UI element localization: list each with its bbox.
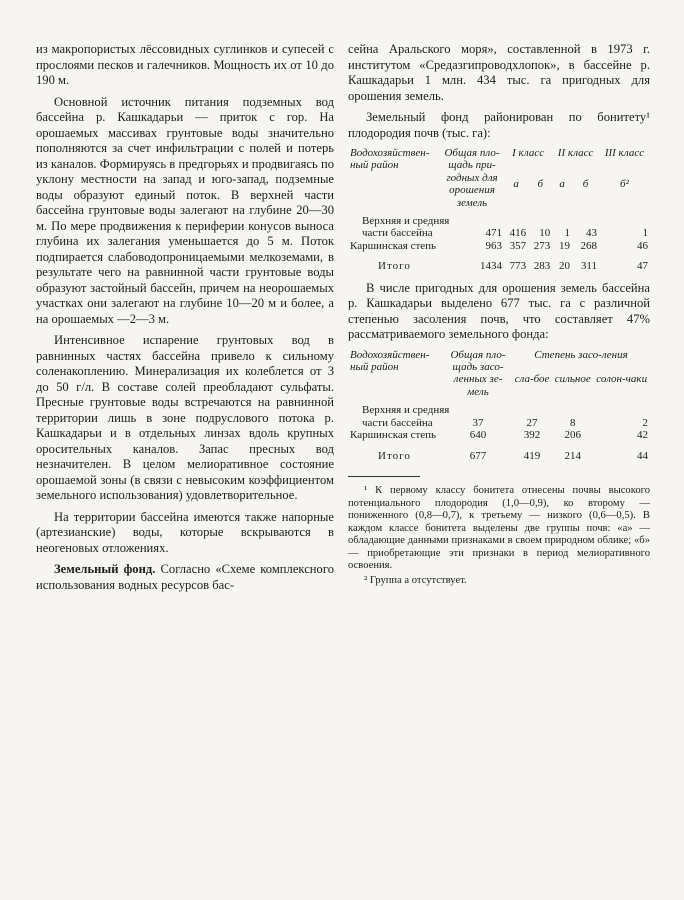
row-name: части бассейна xyxy=(362,416,433,429)
cell: 392 xyxy=(523,429,541,442)
cell: 283 xyxy=(533,260,551,273)
cell: 311 xyxy=(580,260,597,273)
col-header-area: Общая пло-щадь засо-ленных зе-мель xyxy=(450,348,506,398)
salinity-table xyxy=(348,349,650,462)
footnote-1: ¹ К первому классу бонитета отнесены почвы высокого потенциального плодородия (1,0—0,9), ко второму — пониженного (0,8—0,7), к третьему — низкого (0,6—0,5). В каждом классе бонитета выделены две группы почв: «а» — обладающие данными признаками в своем природном облике; «б» — приобретающие эти признаки в период мелиоративного освоения. xyxy=(348,484,650,572)
cell: 1 xyxy=(564,227,570,240)
cell: 44 xyxy=(637,449,648,462)
col-header-area: Общая пло-щадь при-годных для орошения земель xyxy=(444,147,500,209)
table-row xyxy=(348,398,650,416)
sub-header-strong: сильное xyxy=(554,373,591,386)
row-name: Итого xyxy=(378,449,411,462)
sub-header-weak: сла-бое xyxy=(514,373,550,386)
paragraph-text: Согласно «Схеме комплексного использования водных ресурсов бас- xyxy=(36,562,334,592)
cell: 10 xyxy=(539,227,551,240)
table-row xyxy=(348,429,650,441)
cell: 2 xyxy=(642,416,648,429)
col-header-class1: I класс xyxy=(512,147,545,159)
col-header-region: Водохозяйствен-ный район xyxy=(350,348,430,374)
cell: 43 xyxy=(585,227,597,240)
row-name: Каршинская степь xyxy=(350,239,437,252)
cell: 357 xyxy=(509,239,527,252)
paragraph: Основной источник питания подземных вод бассейна р. Кашкадарьи — приток с гор. На орошаемых массивах грунтовые воды значительно пополняются за счет инфильтрации с полей и потерь из каналов. Формируясь в предгорьях и продвигаясь по уклону местности на запад и юго-запад, подземные воды образуют единый поток. В верхней части бассейна грунтовые воды залегают на глубине 20—30 м. По мере продвижения к периферии конусов выноса глубина их залегания уменьшается до 5 м. Поток подпирается слабоводопроницаемыми мелкоземами, в результате чего на равнинной части грунтовые воды образуют застойный бассейн, причем на неорошаемых участках они залегают на глубине 10—20 м и более, а на орошаемых —2—3 м. xyxy=(36,94,334,326)
sub-header: а xyxy=(513,178,519,191)
paragraph: сейна Аральского моря», составленной в 1973 г. институтом «Средазгипроводхлопок», в бассейне р. Кашкадарьи 1 млн. 434 тыс. га пригодных для орошения земель. xyxy=(348,42,650,103)
paragraph: из макропористых лёссовидных суглинков и супесей с прослоями песков и галечников. Мощность их от 10 до 190 м. xyxy=(36,42,334,87)
cell: 8 xyxy=(569,416,576,429)
cell: 1 xyxy=(642,227,648,240)
cell: 677 xyxy=(469,449,487,462)
paragraph-land-fund xyxy=(36,562,334,593)
table-total-row xyxy=(348,252,650,272)
table-total-row xyxy=(348,442,650,462)
cell: 268 xyxy=(580,239,597,252)
paragraph: Интенсивное испарение грунтовых вод в равнинных частях бассейна привело к сильному соленакоплению. Минерализация их колеблется от 3 до 50 г/л. В составе солей преобладают сульфаты. Пресные грунтовые воды встречаются на равнинной территории лишь в зоне подруслового потока р. Кашкадарьи и в отдельных линзах вдоль крупных оросительных каналов. Запас пресных вод незначителен. В целом мелиоративное состояние орошаемой зоны (в связи с невысоким коэффициентом земельного использования) удовлетворительное. xyxy=(36,333,334,502)
row-name: Верхняя и средняя xyxy=(362,404,450,417)
sub-header: б xyxy=(537,178,543,191)
cell: 416 xyxy=(509,227,527,240)
left-column xyxy=(36,42,334,599)
col-header-class3: III класс xyxy=(604,147,645,159)
cell: 471 xyxy=(485,227,502,240)
cell: 37 xyxy=(472,416,484,429)
cell: 963 xyxy=(485,239,502,252)
row-name: Верхняя и средняя xyxy=(362,215,450,228)
cell: 27 xyxy=(526,416,538,429)
table-row xyxy=(348,227,650,239)
footnotes xyxy=(348,485,650,588)
cell: 47 xyxy=(637,260,648,273)
cell: 20 xyxy=(558,260,570,273)
table-row xyxy=(348,417,650,429)
cell: 19 xyxy=(558,239,570,252)
row-name: Итого xyxy=(378,260,411,273)
sub-header-solonchak: солон-чаки xyxy=(596,373,648,386)
cell: 206 xyxy=(564,429,581,442)
table-row xyxy=(348,240,650,252)
paragraph: В числе пригодных для орошения земель бассейна р. Кашкадарьи выделено 677 тыс. га с различной степенью засоления почв, что составляет 47% рассматриваемого земельного фонда: xyxy=(348,280,650,342)
cell: 1434 xyxy=(480,260,502,273)
cell: 46 xyxy=(637,239,648,252)
paragraph: На территории бассейна имеются также напорные (артезианские) воды, которые вскрываются в неогеновых отложениях. xyxy=(36,509,334,555)
footnote-2: ² Группа а отсутствует. xyxy=(364,575,467,587)
cell: 42 xyxy=(637,429,648,442)
bonitet-table xyxy=(348,147,650,273)
row-name: Каршинская степь xyxy=(350,429,437,442)
col-header-degree: Степень засо-ления xyxy=(534,348,628,361)
cell: 273 xyxy=(533,239,551,252)
cell: 214 xyxy=(564,449,581,462)
table-row xyxy=(348,209,650,227)
col-header-class2: II класс xyxy=(557,147,594,159)
sub-header: а xyxy=(559,178,565,191)
cell: 640 xyxy=(469,429,487,442)
row-name: части бассейна xyxy=(362,227,433,240)
section-lead: Земельный фонд. xyxy=(54,562,156,576)
cell: 419 xyxy=(523,449,541,462)
footnote-divider xyxy=(348,476,420,477)
paragraph: Земельный фонд районирован по бонитету¹ плодородия почв (тыс. га): xyxy=(348,110,650,140)
sub-header: б² xyxy=(620,178,629,191)
sub-header: б xyxy=(582,178,589,191)
col-header-region: Водохозяйствен-ный район xyxy=(350,147,430,172)
right-column xyxy=(348,42,650,590)
cell: 773 xyxy=(509,260,527,273)
